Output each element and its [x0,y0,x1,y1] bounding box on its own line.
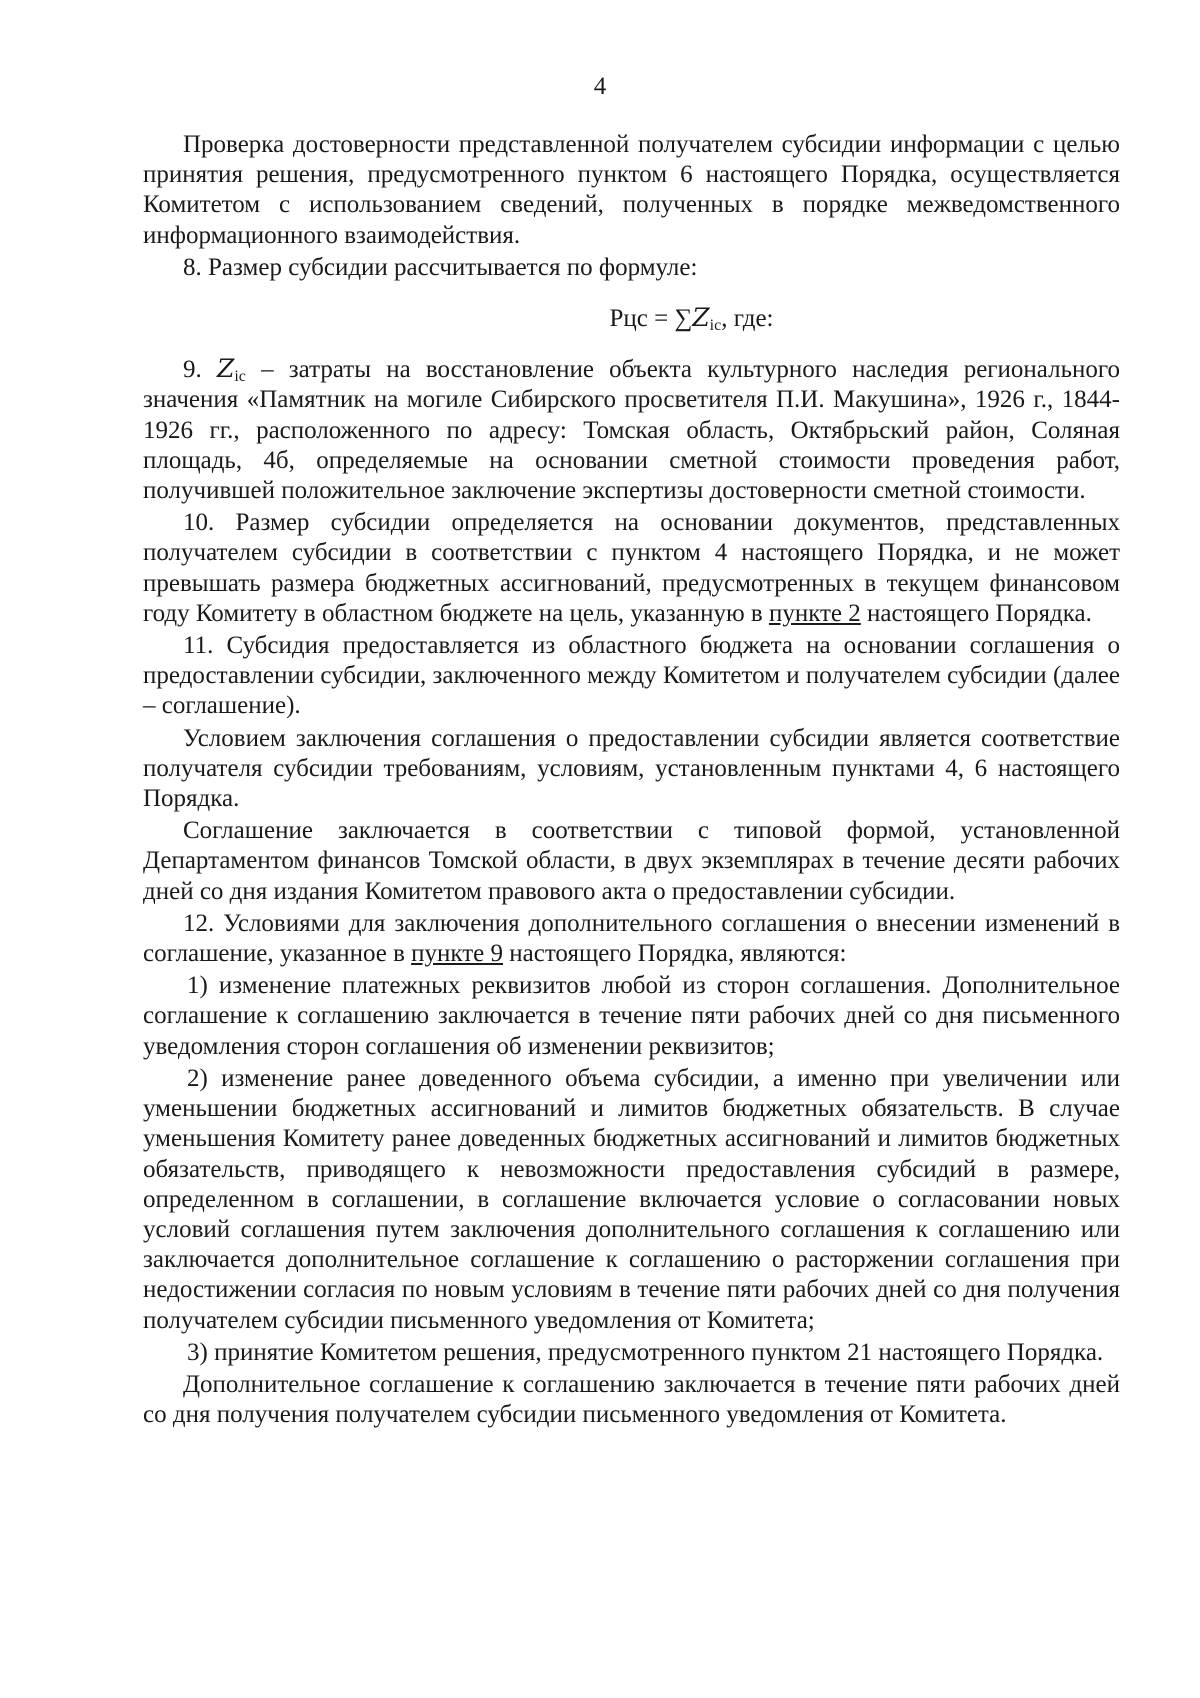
paragraph-9-text: – затраты на восстановление объекта культурного наследия регионального значения «Памятник на могиле Сибирского просветителя П.И. Макушина», 1926 г., 1844-1926 гг., расположенного по адресу: Томская область, Октябрьский район, Соляная площадь, 4б, определяемые на основании сметной стоимости проведения работ, получившей положительное заключение экспертизы достоверности сметной стоимости. [143,356,1121,505]
paragraph-verification: Проверка достоверности представленной получателем субсидии информации с целью принятия решения, предусмотренного пунктом 6 настоящего Порядка, осуществляется Комитетом с использованием сведений, полученных в порядке межведомственного информационного взаимодействия. [143,131,1120,249]
formula-tail: , где: [721,305,774,333]
paragraph-12-item-2: 2) изменение ранее доведенного объема субсидии, а именно при увеличении или уменьшении бюджетных ассигнований и лимитов бюджетных обязательств. В случае уменьшения Комитету ранее доведенных бюджетных ассигнований и лимитов бюджетных обязательств, приводящего к невозможности предоставления субсидий в размере, определенном в соглашении, в соглашение включается условие о согласовании новых условий соглашения путем заключения дополнительного соглашения к соглашению или заключается дополнительное соглашение к соглашению о расторжении соглашения при недостижении согласия по новым условиям в течение пяти рабочих дней со дня получения получателем субсидии письменного уведомления от Комитета; [143,1064,1120,1334]
paragraph-12-item-1: 1) изменение платежных реквизитов любой из сторон соглашения. Дополнительное соглашение к соглашению заключается в течение пяти рабочих дней со дня письменного уведомления сторон соглашения об изменении реквизитов; [143,972,1120,1060]
paragraph-9-variable: Z [216,354,235,384]
formula-variable: Z [692,303,710,333]
formula-lhs: Рцс = ∑ [609,305,693,333]
paragraph-10-text-a: 10. Размер субсидии определяется на основании документов, представленных получателем субсидии в соответствии с пунктом 4 настоящего Порядка, и не может превышать размера бюджетных ассигнований, предусмотренных в текущем финансовом году Комитету в областном бюджете на цель, указанную в [143,509,1120,627]
link-point-2[interactable]: пункте 2 [768,599,861,627]
link-point-9[interactable]: пункте 9 [411,940,504,968]
formula-subscript: ic [709,317,722,335]
paragraph-12 [143,909,1120,969]
paragraph-12-item-3: 3) принятие Комитетом решения, предусмотренного пунктом 21 настоящего Порядка. [187,1338,1104,1366]
paragraph-9-number: 9. [183,356,217,384]
paragraph-9 [143,354,1120,506]
paragraph-12-text-b: настоящего Порядка, являются: [503,940,847,968]
document-body [143,130,1120,1430]
paragraph-11-condition: Условием заключения соглашения о предоставлении субсидии является соответствие получателя субсидии требованиям, условиям, установленным пунктами 4, 6 настоящего Порядка. [143,724,1120,813]
paragraph-10 [143,508,1120,629]
paragraph-10-text-b: настоящего Порядка. [860,599,1092,627]
paragraph-12-text-a: 12. Условиями для заключения дополнительного соглашения о внесении изменений в соглашение, указанное в [143,909,1120,968]
formula [143,303,1120,334]
paragraph-9-subscript: ic [234,368,246,386]
paragraph-8: 8. Размер субсидии рассчитывается по формуле: [183,253,698,281]
paragraph-11: 11. Субсидия предоставляется из областного бюджета на основании соглашения о предоставлении субсидии, заключенного между Комитетом и получателем субсидии (далее – соглашение). [143,632,1120,720]
page-number: 4 [593,73,607,100]
paragraph-final: Дополнительное соглашение к соглашению заключается в течение пяти рабочих дней со дня получения получателем субсидии письменного уведомления от Комитета. [143,1370,1120,1429]
paragraph-11-form: Соглашение заключается в соответствии с типовой формой, установленной Департаментом финансов Томской области, в двух экземплярах в течение десяти рабочих дней со дня издания Комитетом правового акта о предоставлении субсидии. [143,817,1120,905]
